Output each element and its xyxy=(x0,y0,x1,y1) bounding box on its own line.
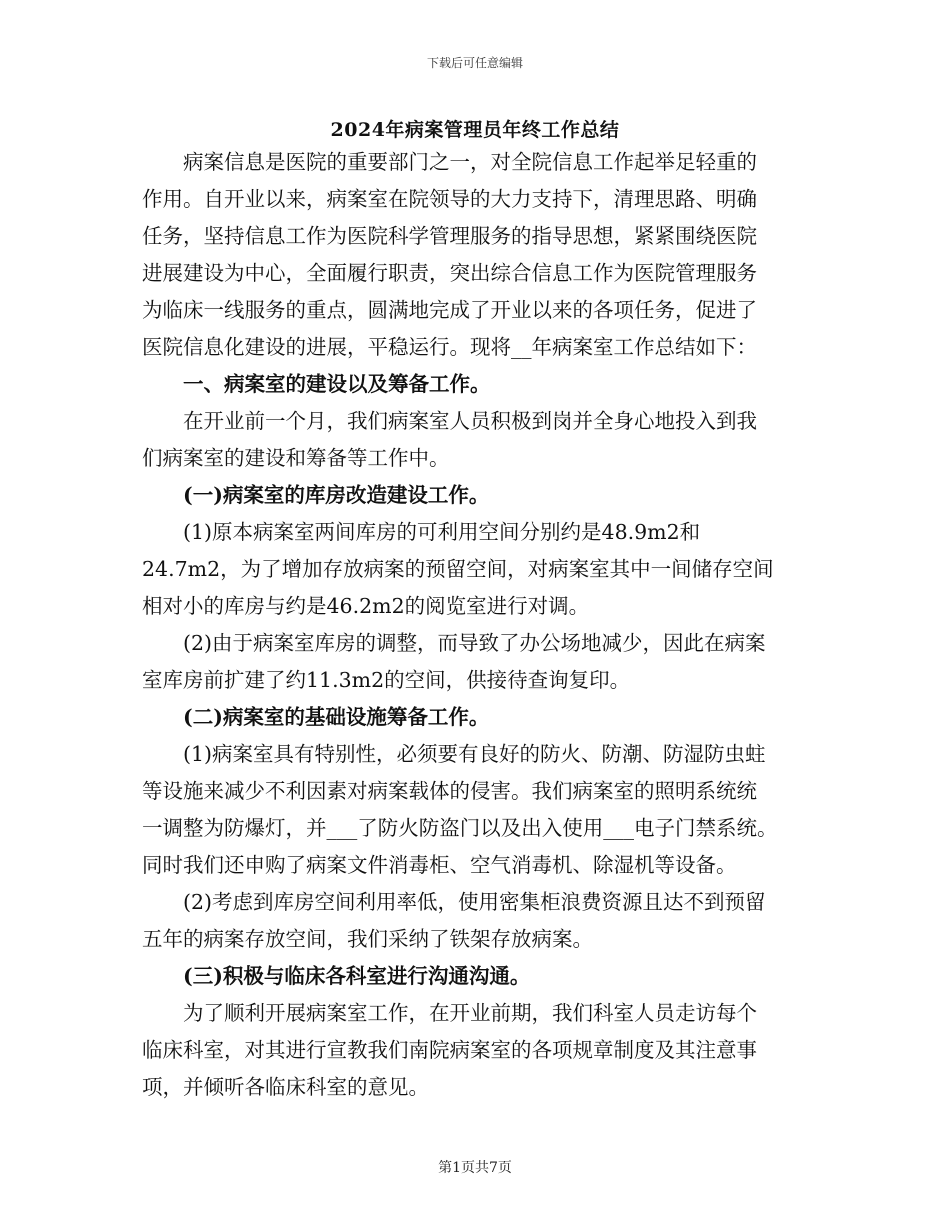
text-line: 24.7m2，为了增加存放病案的预留空间，对病案室其中一间储存空间 xyxy=(142,557,774,581)
text-line: (一)病案室的库房改造建设工作。 xyxy=(183,483,490,507)
text-line: 为了顺利开展病案室工作，在开业前期，我们科室人员走访每个 xyxy=(183,1001,757,1025)
text-line: 作用。自开业以来，病案室在院领导的大力支持下，清理思路、明确 xyxy=(142,187,757,211)
text-line: (2)考虑到库房空间利用率低，使用密集柜浪费资源且达不到预留 xyxy=(183,890,766,914)
document-title: 2024年病案管理员年终工作总结 xyxy=(330,119,620,141)
page-header-note: 下载后可任意编辑 xyxy=(426,56,523,70)
text-line: 病案信息是医院的重要部门之一，对全院信息工作起举足轻重的 xyxy=(183,150,757,174)
section-heading xyxy=(142,477,810,514)
text-line: (2)由于病案室库房的调整，而导致了办公场地减少，因此在病案 xyxy=(183,631,766,655)
section-heading xyxy=(142,958,810,995)
body-paragraph xyxy=(142,736,810,884)
body-paragraph xyxy=(142,884,810,958)
body-paragraph xyxy=(142,403,810,477)
body-paragraph xyxy=(142,995,810,1106)
page-number: 第1页共7页 xyxy=(438,1160,512,1176)
text-line: (1)原本病案室两间库房的可利用空间分别约是48.9m2和 xyxy=(183,520,701,544)
section-heading xyxy=(142,366,810,403)
text-line: (三)积极与临床各科室进行沟通沟通。 xyxy=(183,964,531,988)
text-line: 医院信息化建设的进展，平稳运行。现将__年病案室工作总结如下： xyxy=(142,335,757,359)
body-paragraph xyxy=(142,514,810,625)
text-line: (1)病案室具有特别性，必须要有良好的防火、防潮、防湿防虫蛀 xyxy=(183,742,766,766)
text-line: 同时我们还申购了病案文件消毒柜、空气消毒机、除湿机等设备。 xyxy=(142,853,737,877)
text-line: 为临床一线服务的重点，圆满地完成了开业以来的各项任务，促进了 xyxy=(142,298,757,322)
text-line: 室库房前扩建了约11.3m2的空间，供接待查询复印。 xyxy=(142,668,631,692)
body-paragraph xyxy=(142,625,810,699)
text-line: 们病案室的建设和筹备等工作中。 xyxy=(142,446,450,470)
text-line: 临床科室，对其进行宣教我们南院病案室的各项规章制度及其注意事 xyxy=(142,1038,757,1062)
text-line: 等设施来减少不利因素对病案载体的侵害。我们病案室的照明系统统 xyxy=(142,779,757,803)
text-line: 项，并倾听各临床科室的意见。 xyxy=(142,1075,429,1099)
text-line: 五年的病案存放空间，我们采纳了铁架存放病案。 xyxy=(142,927,593,951)
text-line: (二)病案室的基础设施筹备工作。 xyxy=(183,705,490,729)
document-body xyxy=(142,144,810,1106)
text-line: 任务，坚持信息工作为医院科学管理服务的指导思想，紧紧围绕医院 xyxy=(142,224,757,248)
text-line: 一调整为防爆灯，并___了防火防盗门以及出入使用___电子门禁系统。 xyxy=(142,816,778,840)
body-paragraph xyxy=(142,144,810,366)
text-line: 相对小的库房与约是46.2m2的阅览室进行对调。 xyxy=(142,594,590,618)
text-line: 一、病案室的建设以及筹备工作。 xyxy=(183,372,491,396)
section-heading xyxy=(142,699,810,736)
text-line: 在开业前一个月，我们病案室人员积极到岗并全身心地投入到我 xyxy=(183,409,757,433)
text-line: 进展建设为中心，全面履行职责，突出综合信息工作为医院管理服务 xyxy=(142,261,757,285)
